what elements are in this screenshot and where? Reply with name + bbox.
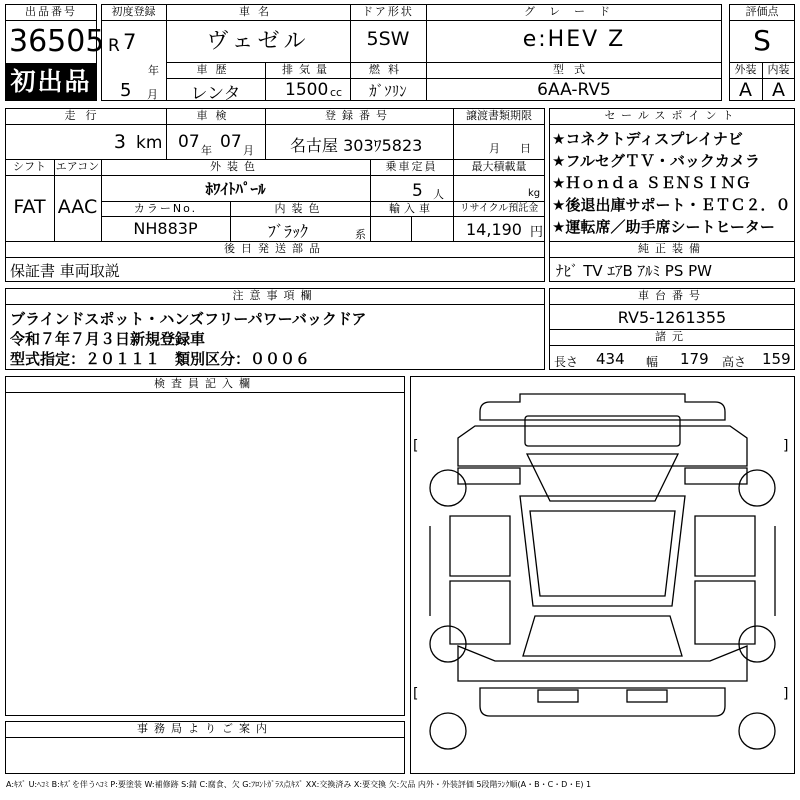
inspector-header: 検査員記入欄 <box>154 377 256 390</box>
car-name-header: 車名 <box>239 5 277 18</box>
mileage-header: 走行 <box>64 109 107 122</box>
selling-points-header: セールスポイント <box>604 109 740 122</box>
mileage: 3 <box>113 131 126 153</box>
inspection-month: 07 <box>220 132 242 152</box>
interior-color-unit: 系 <box>355 228 366 241</box>
interior-color-header: 内装色 <box>274 202 326 215</box>
transfer-header: 譲渡書類期限 <box>466 109 532 122</box>
bracket-front-right: ] <box>783 438 789 454</box>
era: R <box>108 36 120 56</box>
inspection-header: 車検 <box>196 109 235 122</box>
notes-line-3: 型式指定：２０１１１ 類別区分：０００６ <box>10 350 311 368</box>
exterior-color: ﾎﾜｲﾄﾊﾟｰﾙ <box>205 180 266 198</box>
car-name: ヴェゼル <box>206 29 310 54</box>
ac: AAC <box>57 196 98 218</box>
exterior-header: 外装 <box>734 63 757 76</box>
exterior-score: A <box>739 79 752 101</box>
import-header: 輸入車 <box>389 202 434 215</box>
length: 434 <box>596 350 625 368</box>
first-reg-month: 5 <box>120 80 132 101</box>
recycle-unit: 円 <box>530 225 544 240</box>
selling-point-5: ★運転席／助手席シートヒーター <box>552 218 775 236</box>
load-unit: kg <box>528 188 541 199</box>
later-parts: 保証書 車両取説 <box>10 262 120 280</box>
interior-header: 内装 <box>767 63 790 76</box>
inspection-year: 07 <box>178 132 200 152</box>
height: 159 <box>762 350 791 368</box>
chassis-number: RV5-1261355 <box>617 308 727 327</box>
notes-line-1: ブラインドスポット・ハンズフリーパワーバックドア <box>10 310 367 328</box>
fuel: ｶﾞｿﾘﾝ <box>369 82 407 100</box>
inspection-month-unit: 月 <box>243 144 254 157</box>
color-header: 外装色 <box>210 160 261 173</box>
selling-point-2: ★フルセグＴＶ・バックカメラ <box>552 152 760 170</box>
model-header: 型式 <box>553 63 595 76</box>
bracket-front-left: [ <box>413 438 419 454</box>
fuel-header: 燃料 <box>369 63 407 76</box>
equipment-header: 純正装備 <box>638 242 706 255</box>
selling-point-4: ★後退出庫サポート・ＥＴＣ２．０ <box>552 196 791 214</box>
length-label: 長さ <box>554 355 579 369</box>
first-listing-label: 初出品 <box>10 67 92 96</box>
door-type: 5SW <box>366 28 410 50</box>
plate-number: 名古屋 303ﾜ5823 <box>290 136 423 155</box>
door-header: ドア形状 <box>362 5 414 18</box>
first-reg-header: 初度登録 <box>111 5 156 18</box>
mileage-unit: km <box>136 133 163 153</box>
displacement: 1500 <box>285 80 329 100</box>
lot-number: 36505 <box>9 24 105 59</box>
office-header: 事務局よりご案内 <box>137 722 273 735</box>
height-label: 高さ <box>722 355 747 369</box>
month-unit: 月 <box>147 88 158 101</box>
bracket-rear-left: [ <box>413 686 419 702</box>
specs-header: 諸元 <box>655 330 689 343</box>
capacity-header: 乗車定員 <box>385 160 438 173</box>
interior-score: A <box>772 79 785 101</box>
interior-color: ﾌﾞﾗｯｸ <box>268 222 309 241</box>
recycle-header: リサイクル預託金 <box>459 203 539 214</box>
width: 179 <box>680 350 709 368</box>
color-no-header: カラーNo. <box>133 202 198 215</box>
year-unit: 年 <box>148 64 159 77</box>
bracket-rear-right: ] <box>783 686 789 702</box>
model: 6AA-RV5 <box>537 80 611 100</box>
notes-line-2: 令和７年７月３日新規登録車 <box>10 330 206 348</box>
load-header: 最大積載量 <box>471 160 527 173</box>
selling-point-1: ★コネクトディスプレイナビ <box>552 130 743 148</box>
displacement-header: 排気量 <box>282 63 333 76</box>
shift: FAT <box>13 196 46 218</box>
width-label: 幅 <box>646 355 659 369</box>
capacity: 5 <box>412 181 423 201</box>
first-reg-year: 7 <box>123 30 137 54</box>
inspector-box[interactable] <box>5 376 405 716</box>
selling-point-3: ★Ｈｏｎｄａ ＳＥＮＳＩＮＧ <box>552 174 751 192</box>
later-parts-header: 後日発送部品 <box>224 242 326 255</box>
equipment: ﾅﾋﾞ TV ｴｱB ｱﾙﾐ PS PW <box>556 262 712 280</box>
plate-header: 登録番号 <box>325 109 393 122</box>
lot-header: 出品番号 <box>25 5 77 18</box>
recycle-amount: 14,190 <box>466 220 522 239</box>
grade-header: グレード <box>524 5 624 18</box>
inspection-year-unit: 年 <box>201 144 212 157</box>
transfer-day-unit: 日 <box>520 142 531 155</box>
notes-header: 注意事項欄 <box>232 289 318 302</box>
color-no: NH883P <box>133 219 198 238</box>
capacity-unit: 人 <box>433 188 444 201</box>
grade: e:HEV Z <box>522 27 626 52</box>
chassis-header: 車台番号 <box>638 289 706 302</box>
score: S <box>753 24 771 57</box>
history: レンタ <box>190 84 241 104</box>
damage-legend: A:ｷｽﾞ U:ﾍｺﾐ B:ｷｽﾞを伴うﾍｺﾐ P:要塗装 W:補修跡 S:錆 C:腐食、欠 G:ﾌﾛﾝﾄｶﾞﾗｽ点ｷｽﾞ XX:交換済み X:要交換 欠:欠品 内外・外装評価 5段階ﾗﾝｸ順(A・B・C・D・E) 1 <box>6 780 592 789</box>
shift-header: シフト <box>13 160 46 173</box>
ac-header: エアコン <box>55 160 100 173</box>
displacement-unit: cc <box>330 86 343 99</box>
score-header: 評価点 <box>745 5 779 18</box>
transfer-month-unit: 月 <box>489 142 500 155</box>
history-header: 車歴 <box>196 63 235 76</box>
car-damage-diagram <box>410 376 795 774</box>
